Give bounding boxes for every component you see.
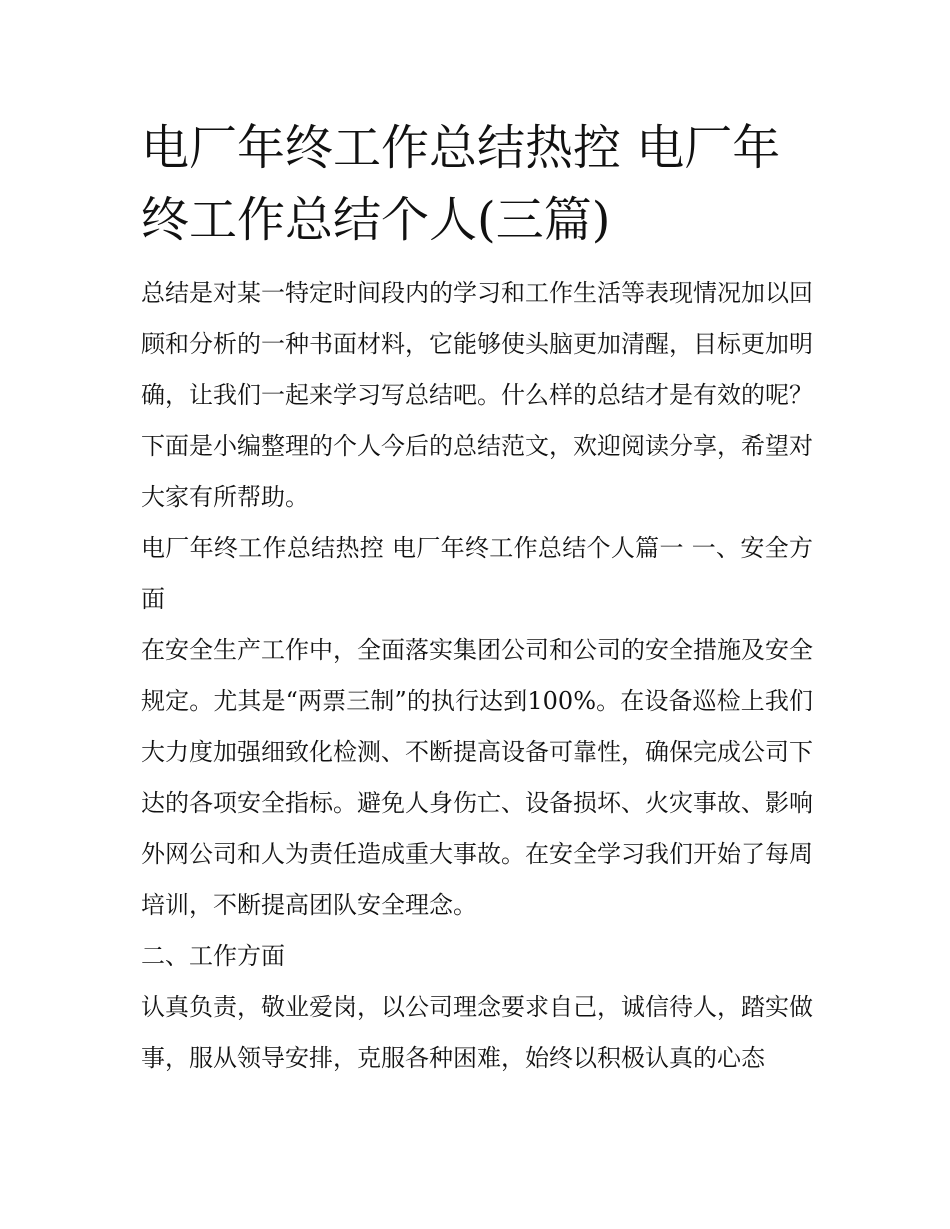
safety-paragraph: 在安全生产工作中，全面落实集团公司和公司的安全措施及安全规定。尤其是“两票三制”的执行达到100%。在设备巡检上我们大力度加强细致化检测、不断提高设备可靠性，确保完成公司下达的各项安全指标。避免人身伤亡、设备损坏、火灾事故、影响外网公司和人为责任造成重大事故。在安全学习我们开始了每周培训，不断提高团队安全理念。 [141, 636, 813, 919]
intro-paragraph: 总结是对某一特定时间段内的学习和工作生活等表现情况加以回顾和分析的一种书面材料，它能够使头脑更加清醒，目标更加明确，让我们一起来学习写总结吧。什么样的总结才是有效的呢？下面是小编整理的个人今后的总结范文，欢迎阅读分享，希望对大家有所帮助。 [141, 279, 813, 511]
work-paragraph: 认真负责，敬业爱岗，以公司理念要求自己，诚信待人，踏实做事，服从领导安排，克服各种困难，始终以积极认真的心态 [141, 993, 813, 1072]
document-title: 电厂年终工作总结热控 电厂年终工作总结个人(三篇) [141, 120, 781, 248]
section-heading-safety: 电厂年终工作总结热控 电厂年终工作总结个人篇一 一、安全方面 [141, 534, 813, 613]
title-block [141, 112, 813, 256]
section-heading-work: 二、工作方面 [141, 942, 285, 970]
document-body [141, 112, 813, 1084]
